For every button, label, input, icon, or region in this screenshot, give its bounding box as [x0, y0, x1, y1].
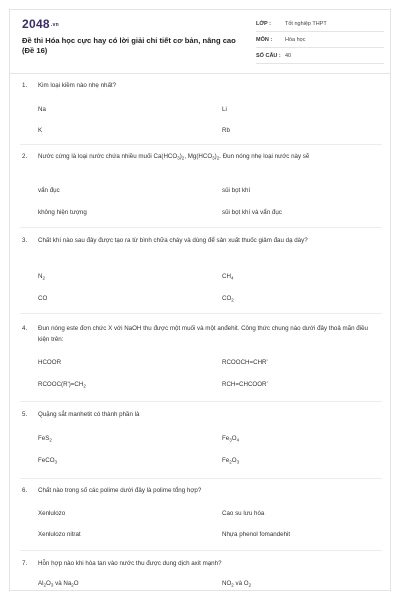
- option-b[interactable]: $NO_2$ và $O_2$: [222, 580, 252, 588]
- option-a[interactable]: Xenlulozo: [38, 510, 66, 517]
- exam-title: Đề thi Hóa học cực hay có lời giải chi tiết cơ bản, nâng cao (Đề 16): [22, 36, 236, 55]
- question-text: Quặng sắt manhetit có thành phần là: [38, 410, 140, 418]
- question-divider: [20, 313, 382, 314]
- exam-meta: [256, 16, 384, 64]
- question-divider: [20, 144, 382, 145]
- option-c[interactable]: K: [38, 127, 43, 134]
- question-divider: [20, 478, 382, 479]
- question-number: 5.: [22, 411, 28, 418]
- meta-class: [256, 16, 384, 32]
- option-d[interactable]: sủi bọt khí và vẩn đục: [222, 209, 282, 216]
- option-a[interactable]: $N_2$: [38, 273, 45, 281]
- exam-page: [9, 9, 391, 591]
- question-number: 6.: [22, 487, 28, 494]
- meta-class-key: LỚP :: [256, 21, 271, 27]
- option-a[interactable]: $Al_2O_3$ và $Na_2O$: [38, 580, 79, 588]
- site-logo[interactable]: [22, 17, 59, 31]
- option-b[interactable]: $CH_4$: [222, 273, 234, 281]
- meta-subject-value: Hóa học: [285, 37, 306, 43]
- option-b[interactable]: RCOOCH=CHR': [222, 359, 268, 366]
- meta-count-key: SỐ CÂU :: [256, 53, 281, 59]
- logo-text: 2048: [22, 17, 50, 31]
- option-a[interactable]: HCOOR: [38, 359, 62, 366]
- option-d[interactable]: $Fe_2O_3$: [222, 457, 240, 465]
- option-a[interactable]: FeS$_2$: [38, 435, 52, 443]
- option-b[interactable]: sủi bọt khí: [222, 187, 251, 194]
- meta-subject: [256, 32, 384, 48]
- option-a[interactable]: vẩn đục: [38, 187, 60, 194]
- meta-subject-key: MÔN :: [256, 37, 273, 43]
- option-b[interactable]: Li: [222, 106, 227, 113]
- option-d[interactable]: Rb: [222, 127, 230, 134]
- option-a[interactable]: Na: [38, 106, 46, 113]
- option-c[interactable]: FeCO$_3$: [38, 457, 58, 465]
- option-d[interactable]: $CO_2$: [222, 295, 234, 303]
- question-text: Nước cứng là loại nước chứa nhiều muối $Ca(HCO_3)_2$, $Mg(HCO_3)_2$. Đun nóng nhẹ loại nước này sẽ: [38, 152, 310, 160]
- logo-suffix: .vn: [50, 22, 60, 28]
- question-number: 4.: [22, 325, 28, 332]
- option-c[interactable]: $RCOOC(R')=CH_2$: [38, 381, 86, 389]
- question-divider: [20, 401, 382, 402]
- question-number: 2.: [22, 153, 28, 160]
- question-text: Kim loại kiềm nào nhẹ nhất?: [38, 81, 117, 89]
- question-divider: [20, 550, 382, 551]
- meta-count-value: 40: [285, 53, 292, 59]
- option-b[interactable]: $Fe_3O_4$: [222, 435, 240, 443]
- option-c[interactable]: không hiện tượng: [38, 209, 87, 216]
- exam-header: [10, 10, 390, 74]
- question-text: Hỗn hợp nào khi hòa tan vào nước thu được dung dịch axit mạnh?: [38, 559, 222, 567]
- meta-count: [256, 48, 384, 64]
- question-text: Chất khí nào sau đây được tạo ra từ bình chữa cháy và dùng để sản xuất thuốc giảm đau dạ dày?: [38, 236, 308, 244]
- question-text: Đun nóng este đơn chức X với NaOH thu được một muối và một anđehit. Công thức chung nào dưới đây thoả mãn điều kiện trên:: [38, 324, 368, 343]
- option-c[interactable]: Xenlulozo nitrat: [38, 531, 81, 538]
- option-c[interactable]: CO: [38, 295, 48, 302]
- question-text: Chất nào trong số các polime dưới đây là polime tổng hợp?: [38, 486, 202, 494]
- question-number: 3.: [22, 237, 28, 244]
- option-b[interactable]: Cao su lưu hóa: [222, 510, 265, 517]
- question-number: 7.: [22, 560, 28, 567]
- meta-class-value: Tốt nghiệp THPT: [285, 21, 327, 27]
- question-divider: [20, 227, 382, 228]
- option-d[interactable]: Nhựa phenol fomandehit: [222, 531, 291, 538]
- question-number: 1.: [22, 82, 28, 89]
- option-d[interactable]: RCH=CHCOOR': [222, 381, 268, 388]
